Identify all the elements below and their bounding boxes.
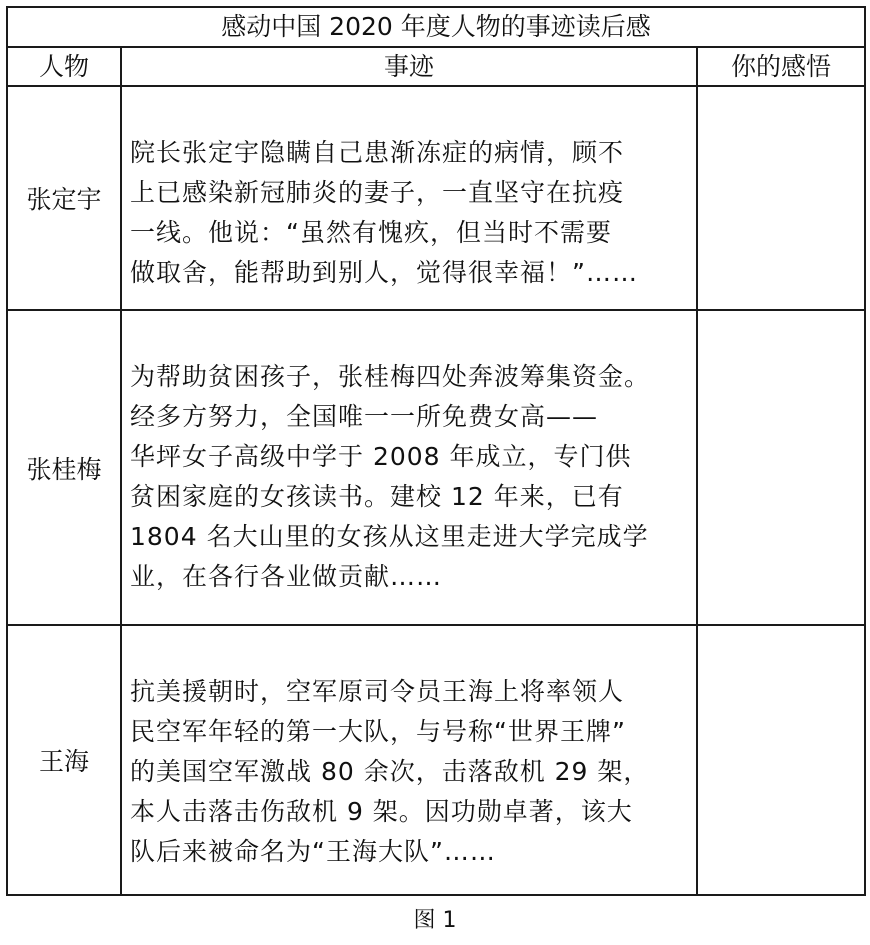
header-row [7, 47, 865, 86]
person-name: 张桂梅 [7, 310, 121, 625]
table-title: 感动中国 2020 年度人物的事迹读后感 [7, 7, 865, 47]
deeds-text: 抗美援朝时，空军原司令员王海上将率领人 民空军年轻的第一大队，与号称“世界王牌” 的美国空军激战 80 余次，击落敌机 29 架， 本人击落击伤敌机 9 架。因功勋卓著，该大 队后来被命名为“王海大队”…… [121, 625, 697, 895]
reflection-blank[interactable] [697, 625, 865, 895]
deeds-text: 为帮助贫困孩子，张桂梅四处奔波筹集资金。 经多方努力，全国唯一一所免费女高—— 华坪女子高级中学于 2008 年成立，专门供 贫困家庭的女孩读书。建校 12 年来，已有 1804 名大山里的女孩从这里走进大学完成学 业，在各行各业做贡献…… [121, 310, 697, 625]
reading-reflection-document [6, 6, 864, 896]
table-row [7, 86, 865, 310]
person-name: 张定宇 [7, 86, 121, 310]
reflection-table [6, 6, 866, 896]
reflection-blank[interactable] [697, 86, 865, 310]
header-reflection: 你的感悟 [697, 47, 865, 86]
person-name: 王海 [7, 625, 121, 895]
header-person: 人物 [7, 47, 121, 86]
header-deeds: 事迹 [121, 47, 697, 86]
reflection-blank[interactable] [697, 310, 865, 625]
title-row [7, 7, 865, 47]
table-row [7, 310, 865, 625]
figure-caption: 图 1 [413, 908, 457, 933]
deeds-text: 院长张定宇隐瞒自己患渐冻症的病情，顾不 上已感染新冠肺炎的妻子，一直坚守在抗疫 一线。他说：“虽然有愧疚，但当时不需要 做取舍，能帮助到别人，觉得很幸福！”…… [121, 86, 697, 310]
table-row [7, 625, 865, 895]
